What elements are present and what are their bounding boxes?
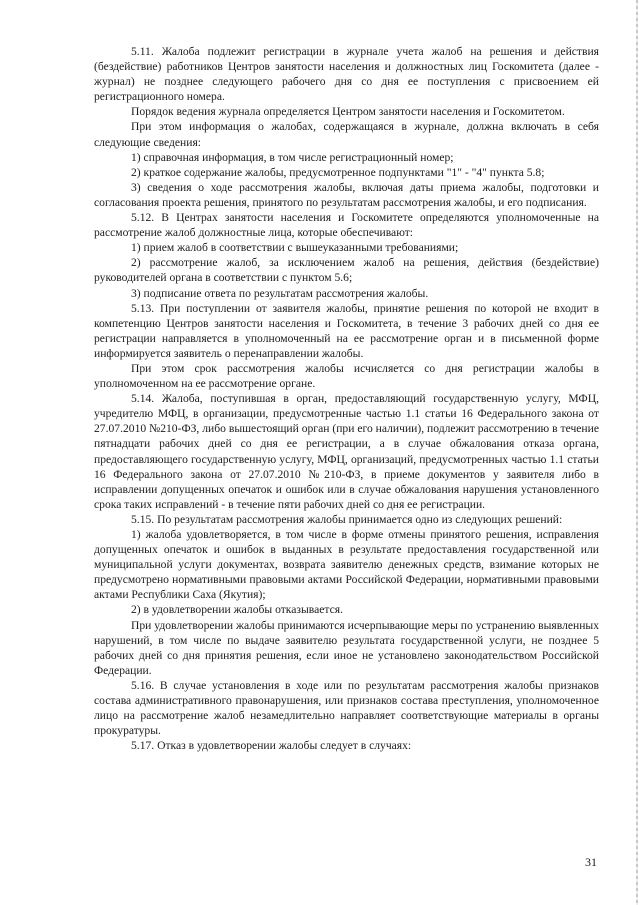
- paragraph: 5.12. В Центрах занятости населения и Госкомитете определяются уполномоченные на рассмотрение жалоб должностные лица, которые обеспечивают:: [94, 211, 599, 240]
- list-item: 2) краткое содержание жалобы, предусмотренное подпунктами "1" - "4" пункта 5.8;: [131, 165, 545, 179]
- paragraph: 5.13. При поступлении от заявителя жалобы, принятие решения по которой не входит в компетенцию Центров занятости населения и Госкомитета, в течение 3 рабочих дней со дня ее регистрации направляется в уполномоченный на ее рассмотрение орган и в письменной форме информируется заявитель о перенаправлении жалобы.: [94, 301, 599, 360]
- paragraph: Порядок ведения журнала определяется Центром занятости населения и Госкомитетом.: [131, 105, 565, 119]
- list-item: 1) прием жалоб в соответствии с вышеуказанными требованиями;: [131, 241, 459, 255]
- list-item: 1) жалоба удовлетворяется, в том числе в форме отмены принятого решения, исправления допущенных опечаток и ошибок в выданных в результате предоставления государственной или муниципальной услуги документах, возврата заявителю денежных средств, взимание которых не предусмотрено нормативными правовыми актами Российской Федерации, нормативными правовыми актами Республики Саха (Якутия);: [94, 528, 599, 602]
- list-item: 2) рассмотрение жалоб, за исключением жалоб на решения, действия (бездействие) руководителей органа в соответствии с пунктом 5.6;: [94, 256, 599, 285]
- list-item: 3) сведения о ходе рассмотрения жалобы, включая даты приема жалобы, подготовки и согласования проекта решения, принятого по результатам рассмотрения жалобы, и его подписания.: [94, 180, 599, 209]
- list-item: 2) в удовлетворении жалобы отказывается.: [131, 603, 343, 617]
- paragraph: 5.14. Жалоба, поступившая в орган, предоставляющий государственную услугу, МФЦ, учредителю МФЦ, в организации, предусмотренные частью 1.1 статьи 16 Федерального закона от 27.07.2010 №210-ФЗ, либо вышестоящий орган (при его наличии), подлежит рассмотрению в течение пятнадцати рабочих дней со дня ее регистрации, а в случае обжалования отказа органа, предоставляющего государственную услугу, МФЦ, организаций, предусмотренных частью 1.1 статьи 16 Федерального закона от 27.07.2010 №210-ФЗ, в приеме документов у заявителя либо в исправлении допущенных опечаток и ошибок или в случае обжалования нарушения установленного срока таких исправлений - в течение пяти рабочих дней со дня ее регистрации.: [94, 392, 599, 511]
- scan-edge: [636, 0, 638, 905]
- paragraph: При этом информация о жалобах, содержащаяся в журнале, должна включать в себя следующие сведения:: [94, 120, 599, 149]
- list-item: 1) справочная информация, в том числе регистрационный номер;: [131, 150, 454, 164]
- paragraph: 5.16. В случае установления в ходе или по результатам рассмотрения жалобы признаков состава административного правонарушения, или признаков состава преступления, уполномоченное лицо на рассмотрение жалоб незамедлительно направляет соответствующие материалы в органы прокуратуры.: [94, 678, 599, 738]
- page-number: 31: [585, 855, 597, 869]
- paragraph: 5.15. По результатам рассмотрения жалобы принимается одно из следующих решений:: [131, 512, 563, 526]
- paragraph: 5.17. Отказ в удовлетворении жалобы следует в случаях:: [131, 739, 412, 753]
- paragraph: При удовлетворении жалобы принимаются исчерпывающие меры по устранению выявленных нарушений, в том числе по выдаче заявителю результата государственной услуги, не позднее 5 рабочих дней со дня принятия решения, если иное не установлено законодательством Российской Федерации.: [94, 618, 599, 677]
- paragraph: 5.11. Жалоба подлежит регистрации в журнале учета жалоб на решения и действия (бездействие) работников Центров занятости населения и должностных лиц Госкомитета (далее - журнал) не позднее следующего рабочего дня со дня ее поступления с присвоением ей регистрационного номера.: [94, 45, 599, 104]
- document-page: [94, 44, 599, 753]
- paragraph: При этом срок рассмотрения жалобы исчисляется со дня регистрации жалобы в уполномоченном на ее рассмотрение органе.: [94, 361, 599, 391]
- list-item: 3) подписание ответа по результатам рассмотрения жалобы.: [131, 286, 429, 300]
